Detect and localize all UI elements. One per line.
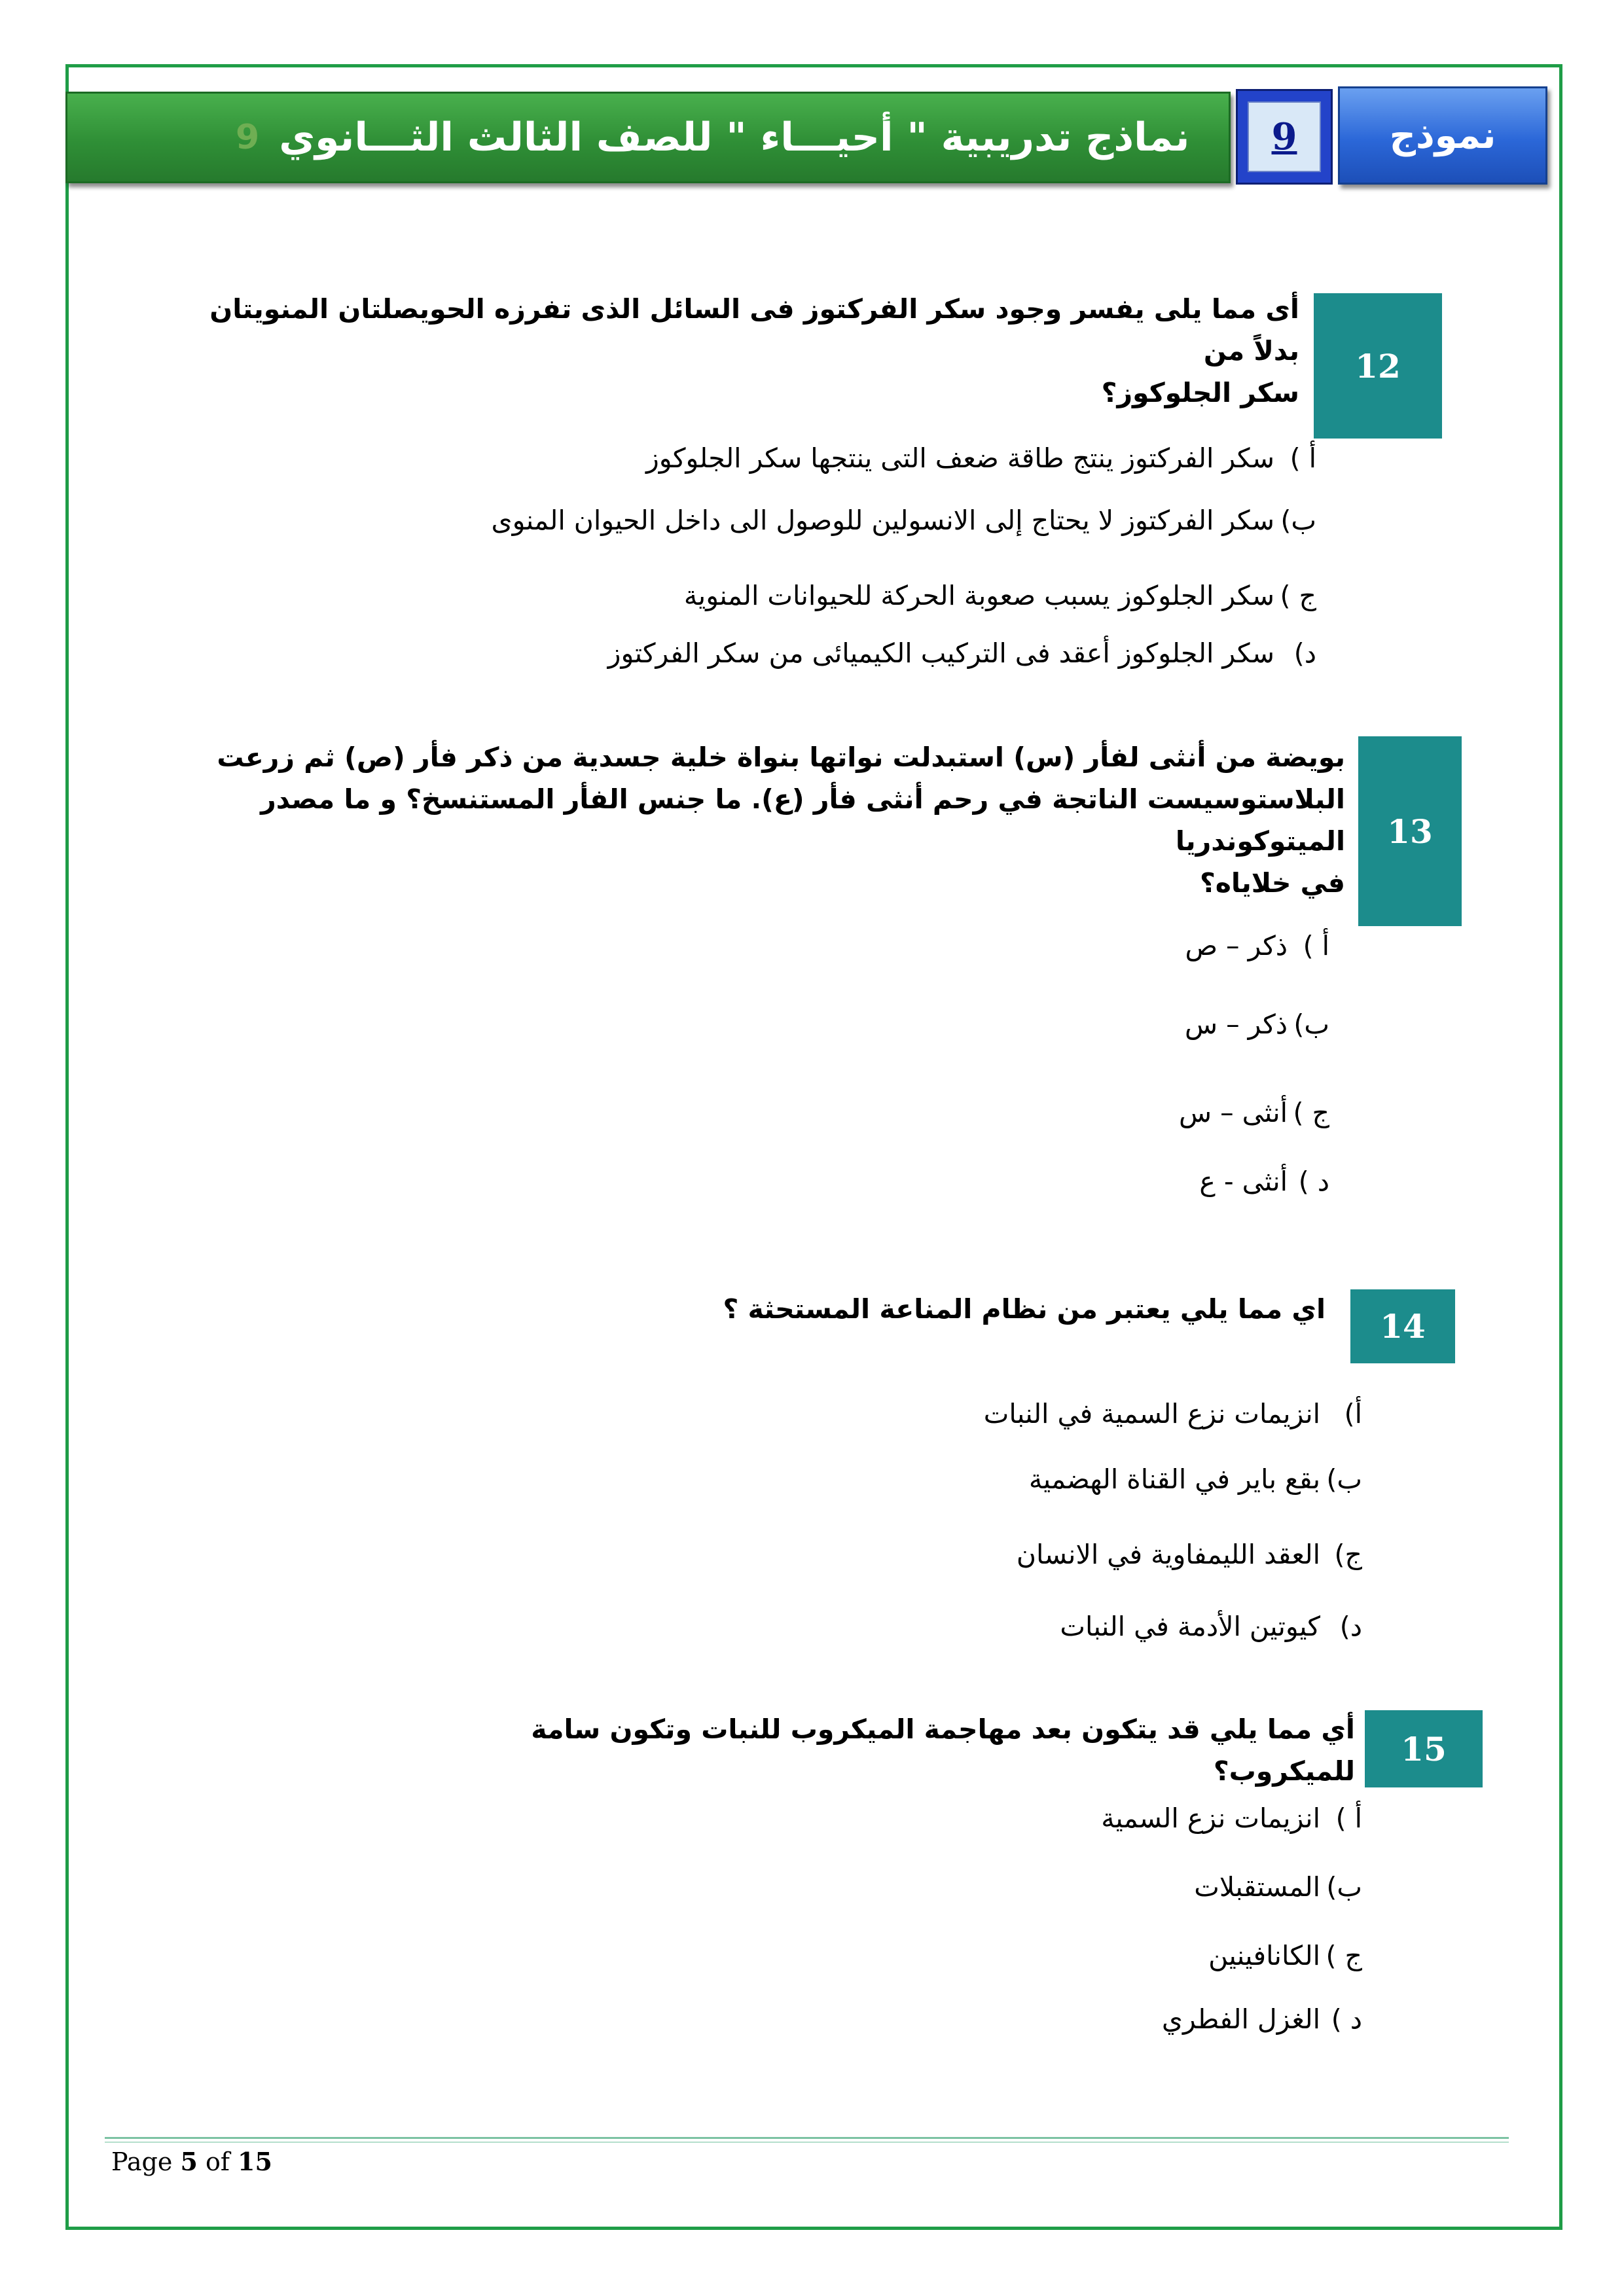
footer-of-word: of — [205, 2147, 230, 2176]
question-14-option-d[interactable] — [1060, 1607, 1362, 1646]
option-text: كيوتين الأدمة في النبات — [1060, 1611, 1320, 1642]
header-title-number: 9 — [236, 118, 260, 157]
model-label: نموذج — [1338, 86, 1547, 185]
footer-page-word: Page — [111, 2147, 173, 2176]
model-number: 9 — [1248, 101, 1321, 172]
header-title — [236, 92, 1190, 183]
page-footer — [111, 2147, 272, 2176]
option-text: ذكر – ص — [1185, 930, 1288, 961]
option-letter: ب) — [1293, 1009, 1329, 1040]
option-letter: د) — [1339, 1611, 1362, 1642]
question-number-14: 14 — [1350, 1289, 1455, 1363]
option-letter: ب) — [1326, 1871, 1362, 1903]
question-12-option-c[interactable] — [684, 576, 1316, 615]
question-number-12: 12 — [1314, 293, 1442, 439]
question-12-option-d[interactable] — [608, 634, 1316, 673]
question-12-line-1: أى مما يلى يفسر وجود سكر الفركتوز فى السائل الذى تفرزه الحويصلتان المنويتان بدلاً من — [209, 293, 1299, 367]
option-text: أنثى - ع — [1199, 1166, 1288, 1197]
model-number-box — [1236, 89, 1333, 185]
option-letter: د ) — [1331, 2003, 1362, 2035]
option-text: انزيمات نزع السمية — [1101, 1803, 1320, 1834]
footer-divider-secondary — [105, 2142, 1509, 2143]
question-14-option-b[interactable] — [1029, 1460, 1362, 1499]
question-12-option-a[interactable] — [646, 439, 1316, 478]
question-number-13: 13 — [1358, 736, 1462, 926]
question-12-option-b[interactable] — [492, 501, 1317, 540]
question-13-line-3: في خلاياه؟ — [1199, 867, 1345, 899]
option-text: سكر الجلوكوز أعقد فى التركيب الكيميائى من سكر الفركتوز — [607, 637, 1274, 669]
option-letter: أ) — [1344, 1398, 1362, 1429]
footer-divider — [105, 2137, 1509, 2139]
question-13-option-b[interactable] — [1185, 1005, 1329, 1044]
option-letter: د ) — [1298, 1166, 1329, 1197]
question-15-line-1: أي مما يلي قد يتكون بعد مهاجمة الميكروب للنبات وتكون سامة للميكروب؟ — [531, 1713, 1355, 1787]
question-13-option-c[interactable] — [1179, 1093, 1329, 1132]
option-letter: أ ) — [1303, 930, 1329, 961]
question-15-text — [406, 1708, 1355, 1792]
question-13-line-1: بويضة من أنثى لفأر (س) استبدلت نواتها بنواة خلية جسدية من ذكر فأر (ص) ثم زرعت — [217, 742, 1345, 773]
question-13-option-a[interactable] — [1185, 926, 1329, 965]
header-title-text: نماذج تدريبية " أحيـــاء " للصف الثالث الثـــانوي — [279, 115, 1190, 160]
option-text: انزيمات نزع السمية في النبات — [983, 1398, 1320, 1429]
footer-total-pages: 15 — [238, 2147, 272, 2176]
question-14-option-c[interactable] — [1017, 1535, 1362, 1574]
option-text: المستقبلات — [1194, 1871, 1320, 1903]
option-text: بقع باير في القناة الهضمية — [1028, 1463, 1320, 1495]
question-number-15: 15 — [1365, 1710, 1483, 1787]
option-text: الكانافينين — [1208, 1940, 1320, 1971]
option-letter: ج) — [1334, 1539, 1362, 1570]
question-14-text — [589, 1288, 1326, 1330]
question-12-text — [157, 288, 1299, 414]
option-letter: أ ) — [1290, 442, 1316, 474]
option-text: أنثى – س — [1179, 1097, 1288, 1128]
question-14-line-1: اي مما يلي يعتبر من نظام المناعة المستحثة ؟ — [723, 1293, 1326, 1325]
question-13-line-2: البلاستوسيست الناتجة في رحم أنثى فأر (ع). ما جنس الفأر المستنسخ؟ و ما مصدر الميتوكوندريا — [261, 783, 1345, 857]
option-letter: ج ) — [1280, 580, 1316, 611]
question-14-option-a[interactable] — [984, 1394, 1362, 1433]
question-13-text — [131, 736, 1345, 904]
question-12-line-2: سكر الجلوكوز؟ — [1101, 377, 1299, 408]
option-text: سكر الفركتوز ينتج طاقة ضعف التى ينتجها سكر الجلوكوز — [645, 442, 1274, 474]
question-15-option-d[interactable] — [1162, 2000, 1362, 2039]
option-letter: ج ) — [1326, 1940, 1362, 1971]
option-letter: د) — [1293, 637, 1316, 669]
option-text: سكر الفركتوز لا يحتاج إلى الانسولين للوصول الى داخل الحيوان المنوى — [491, 505, 1274, 536]
question-13-option-d[interactable] — [1199, 1162, 1329, 1201]
option-letter: ج ) — [1293, 1097, 1329, 1128]
option-text: ذكر – س — [1184, 1009, 1288, 1040]
question-15-option-a[interactable] — [1101, 1799, 1362, 1838]
option-letter: ب) — [1326, 1463, 1362, 1495]
question-15-option-c[interactable] — [1208, 1936, 1362, 1975]
option-text: العقد الليمفاوية في الانسان — [1016, 1539, 1320, 1570]
option-text: سكر الجلوكوز يسبب صعوبة الحركة للحيوانات المنوية — [683, 580, 1274, 611]
option-text: الغزل الفطري — [1161, 2003, 1320, 2035]
option-letter: ب) — [1280, 505, 1316, 536]
footer-current-page: 5 — [180, 2147, 198, 2176]
option-letter: أ ) — [1335, 1803, 1362, 1834]
question-15-option-b[interactable] — [1194, 1867, 1362, 1907]
